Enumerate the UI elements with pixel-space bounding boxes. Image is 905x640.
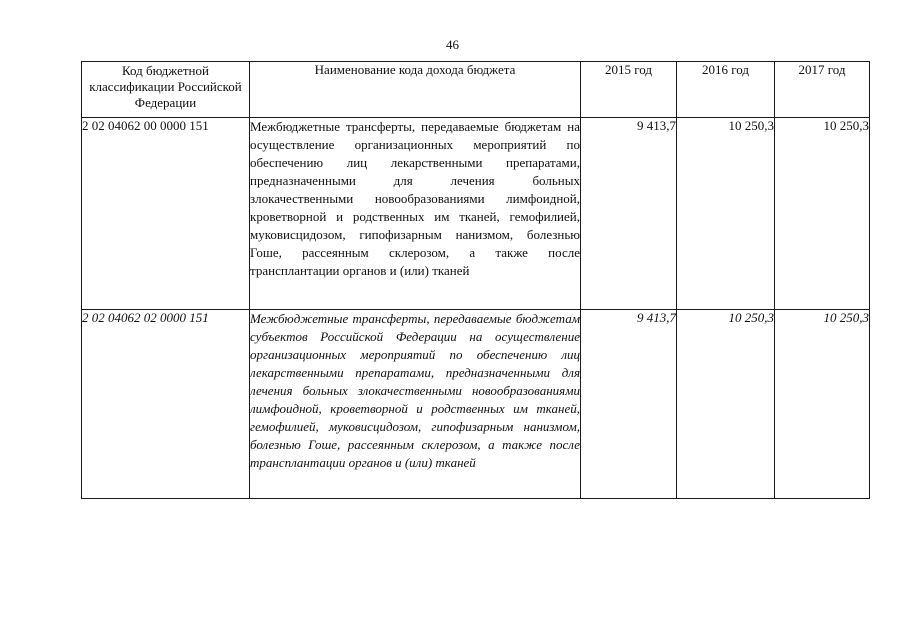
budget-table: [81, 61, 870, 499]
row-value-2017: 10 250,3: [775, 310, 870, 499]
header-year-2017: 2017 год: [775, 62, 870, 118]
row-value-2015: 9 413,7: [581, 310, 677, 499]
row-name-text: Межбюджетные трансферты, передаваемые бюджетам субъектов Российской Федерации на осуществление организационных мероприятий по обеспечению лиц лекарственными препаратами, предназначенными для лечения больных злокачественными новообразованиями лимфоидной, кроветворной и родственных им тканей, гемофилией, муковисцидозом, гипофизарным нанизмом, болезнью Гоше, рассеянным склерозом, а также после трансплантации органов и (или) тканей: [250, 311, 580, 470]
table-header-row: [82, 62, 870, 118]
row-code: 2 02 04062 00 0000 151: [82, 118, 250, 310]
header-year-2016: 2016 год: [677, 62, 775, 118]
row-code: 2 02 04062 02 0000 151: [82, 310, 250, 499]
row-name: [250, 118, 581, 310]
row-value-2017: 10 250,3: [775, 118, 870, 310]
row-value-2015: 9 413,7: [581, 118, 677, 310]
row-name: [250, 310, 581, 499]
page-number: 46: [446, 37, 459, 52]
header-code: Код бюджетной классификации Российской Федерации: [82, 62, 250, 118]
header-name: Наименование кода дохода бюджета: [250, 62, 581, 118]
row-value-2016: 10 250,3: [677, 310, 775, 499]
row-name-text: Межбюджетные трансферты, передаваемые бюджетам на осуществление организационных мероприятий по обеспечению лиц лекарственными препаратами, предназначенными для лечения больных злокачественными новообразованиями лимфоидной, кроветворной и родственных им тканей, гемофилией, муковисцидозом, гипофизарным нанизмом, болезнью Гоше, рассеянным склерозом, а также после трансплантации органов и (или) тканей: [250, 119, 580, 278]
table-row: [82, 310, 870, 499]
header-year-2015: 2015 год: [581, 62, 677, 118]
table-row: [82, 118, 870, 310]
row-value-2016: 10 250,3: [677, 118, 775, 310]
